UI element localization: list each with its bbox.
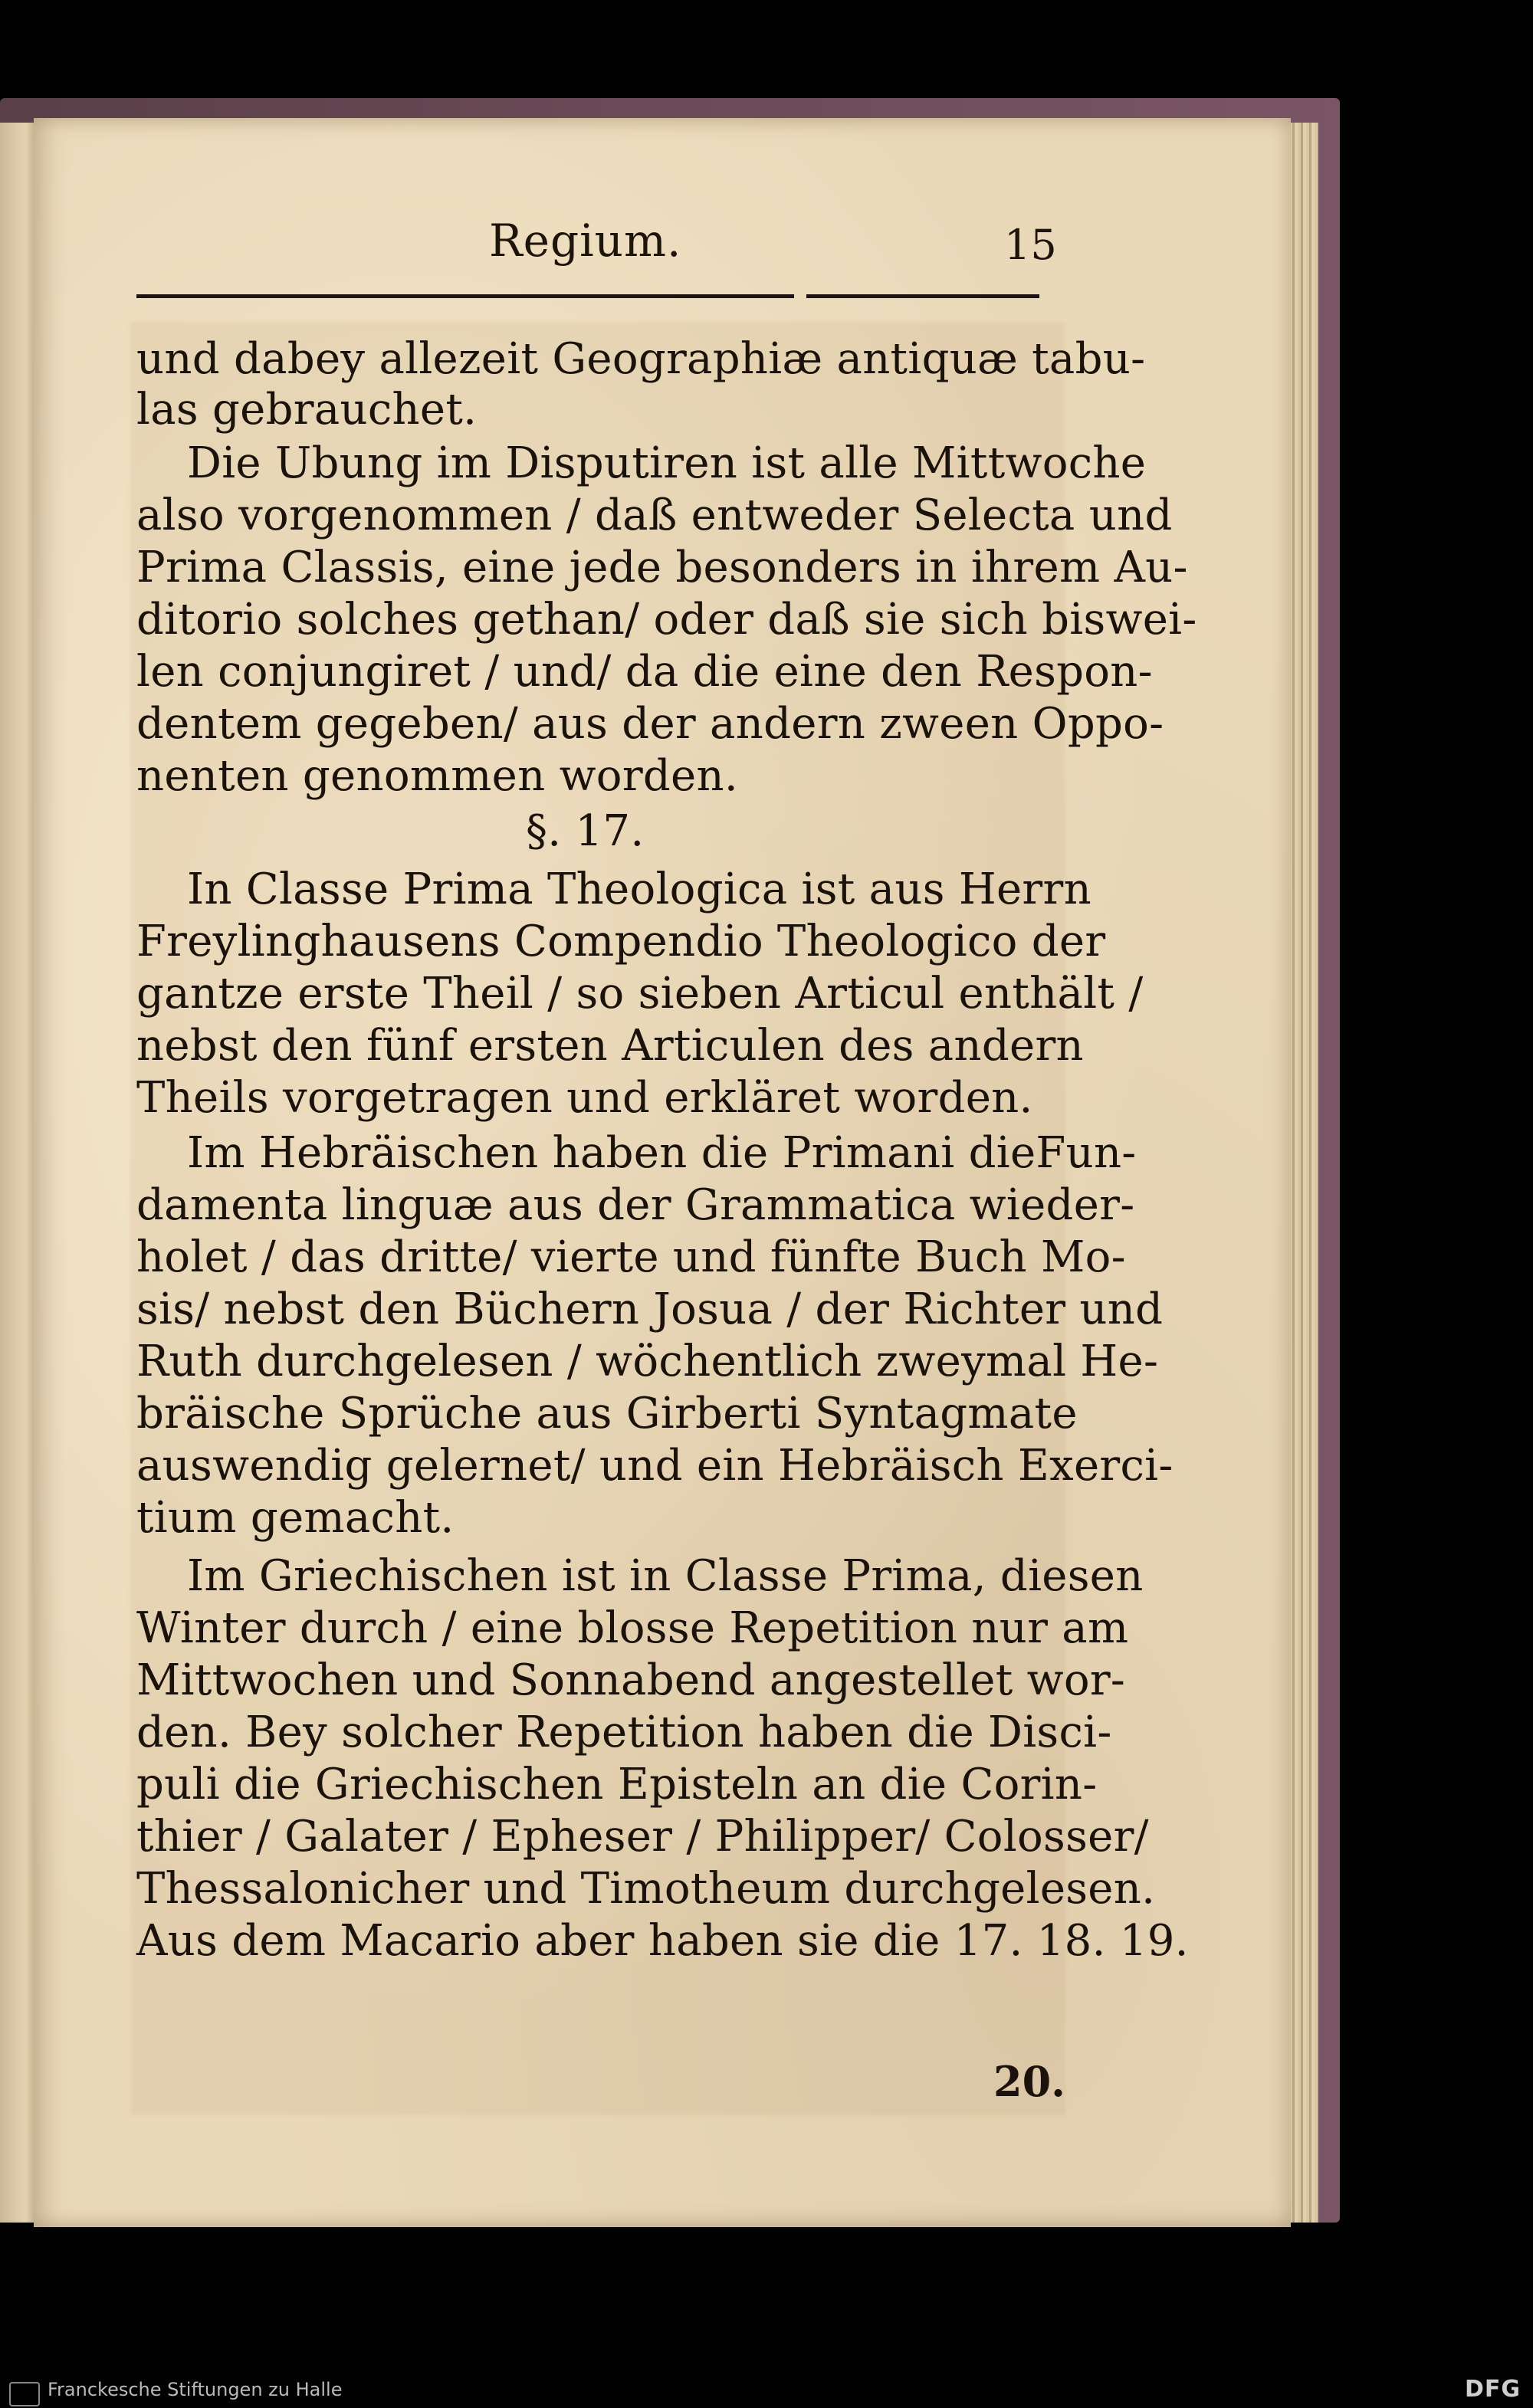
catchword: 20. [993, 2057, 1065, 2106]
text-line: nenten genommen worden. [136, 751, 738, 801]
text-line: sis/ nebst den Büchern Josua / der Richter und [136, 1284, 1164, 1334]
text-line: Prima Classis, eine jede besonders in ihrem Au- [136, 543, 1188, 592]
text-line: Theils vorgetragen und erkläret worden. [136, 1073, 1033, 1123]
text-line: dentem gegeben/ aus der andern zween Oppo- [136, 699, 1164, 749]
text-line: Winter durch / eine blosse Repetition nur am [136, 1603, 1129, 1653]
text-line: tium gemacht. [136, 1493, 455, 1543]
text-line: puli die Griechischen Episteln an die Corin- [136, 1760, 1098, 1809]
text-line: Im Griechischen ist in Classe Prima, diesen [187, 1551, 1144, 1601]
text-line: Thessalonicher und Timotheum durchgelesen. [136, 1864, 1156, 1914]
text-line: gantze erste Theil / so sieben Articul enthält / [136, 969, 1144, 1019]
text-line: ditorio solches gethan/ oder daß sie sich biswei- [136, 595, 1197, 645]
page-number: 15 [1004, 221, 1057, 269]
section-heading: §. 17. [526, 806, 645, 856]
running-head: Regium. [489, 215, 682, 267]
header-rule-left [136, 294, 794, 298]
text-line: bräische Sprüche aus Girberti Syntagmate [136, 1389, 1078, 1439]
text-line: Im Hebräischen haben die Primani dieFun- [187, 1128, 1137, 1178]
text-line: damenta linguæ aus der Grammatica wieder- [136, 1180, 1135, 1230]
institution-credit: Franckesche Stiftungen zu Halle [48, 2379, 343, 2400]
funder-logo: DFG [1464, 2376, 1521, 2403]
text-line: und dabey allezeit Geographiæ antiquæ tabu- [136, 334, 1146, 384]
text-line: In Classe Prima Theologica ist aus Herrn [187, 864, 1091, 914]
text-line: thier / Galater / Epheser / Philipper/ Colosser/ [136, 1812, 1149, 1862]
text-line: Mittwochen und Sonnabend angestellet wor- [136, 1655, 1126, 1705]
text-line: holet / das dritte/ vierte und fünfte Buch Mo- [136, 1232, 1126, 1282]
header-rule-right [806, 294, 1039, 298]
text-line: Die Ubung im Disputiren ist alle Mittwoche [187, 438, 1147, 488]
institution-logo-icon [9, 2382, 40, 2406]
text-line: nebst den fünf ersten Articulen des andern [136, 1021, 1084, 1071]
facing-page-edge [0, 123, 37, 2223]
text-line: auswendig gelernet/ und ein Hebräisch Exerci- [136, 1441, 1174, 1491]
text-line: Aus dem Macario aber haben sie die 17. 18. 19. [136, 1916, 1189, 1966]
text-line: also vorgenommen / daß entweder Selecta und [136, 490, 1173, 540]
text-line: Ruth durchgelesen / wöchentlich zweymal He- [136, 1337, 1159, 1386]
text-line: len conjungiret / und/ da die eine den Respon- [136, 647, 1153, 697]
text-line: las gebrauchet. [136, 385, 478, 435]
text-line: Freylinghausens Compendio Theologico der [136, 917, 1106, 966]
text-line: den. Bey solcher Repetition haben die Disci- [136, 1708, 1112, 1757]
